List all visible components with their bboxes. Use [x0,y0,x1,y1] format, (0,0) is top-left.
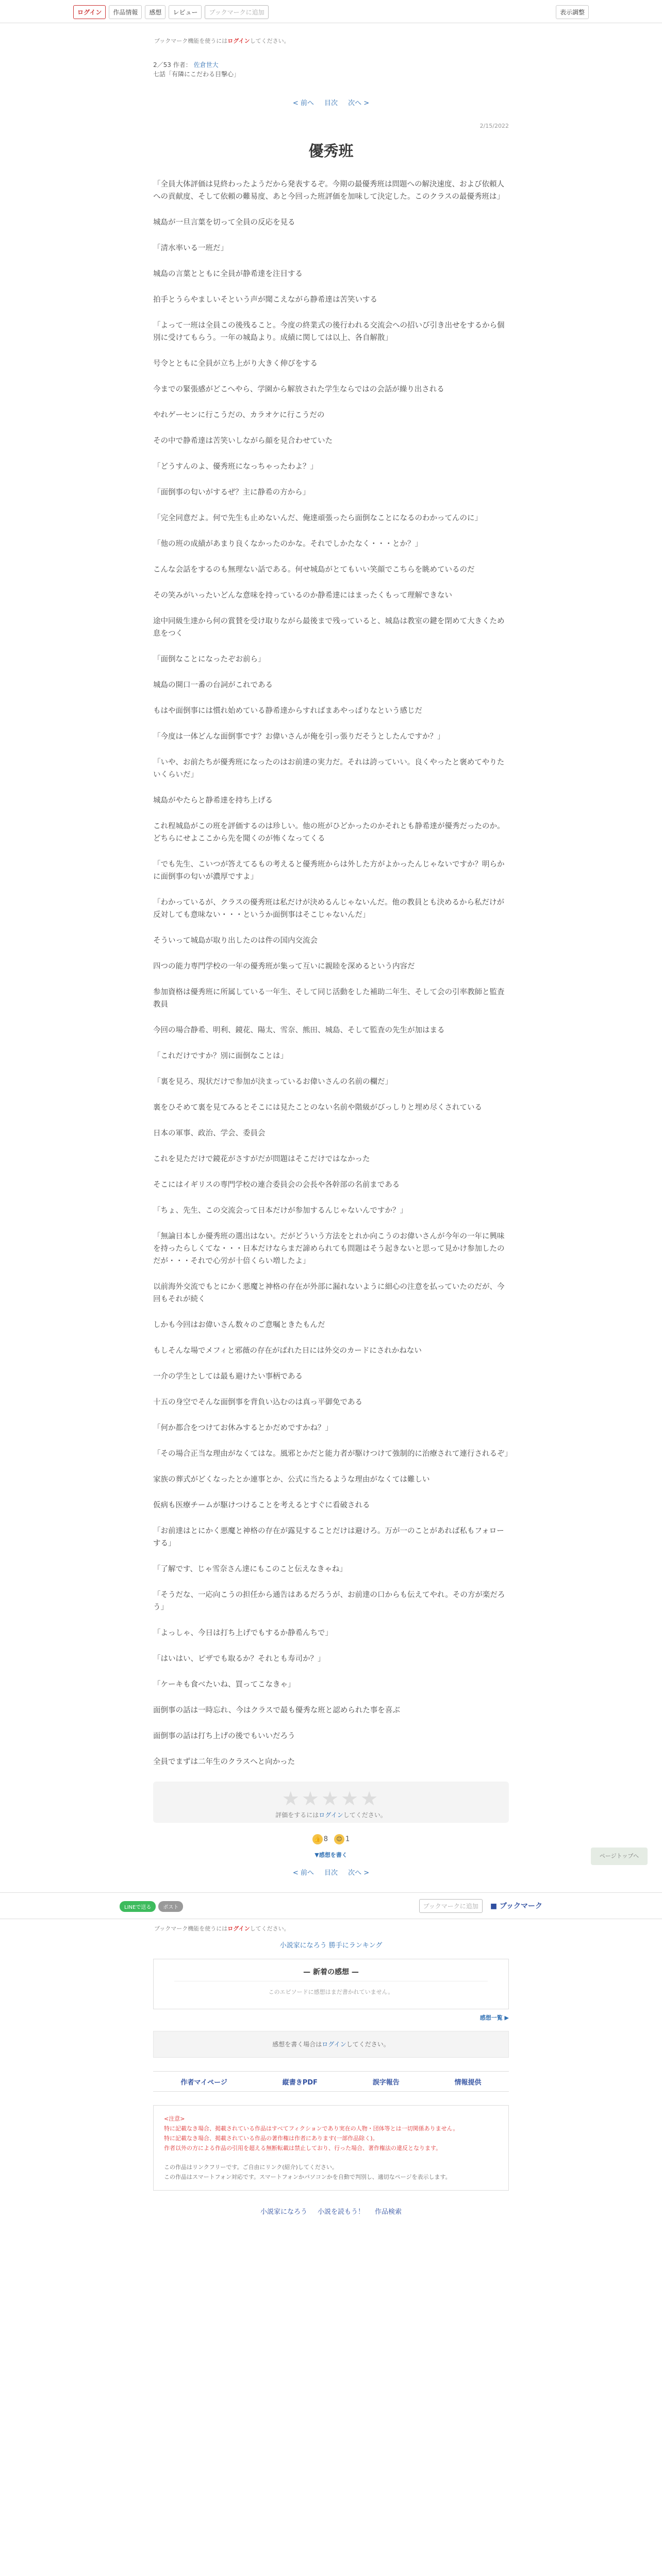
rating-login-link[interactable]: ログイン [319,1811,343,1819]
star-icon[interactable]: ★ [360,1787,380,1810]
paragraph: 日本の軍事、政治、学会、委員会 [153,1129,266,1138]
toc-link-bottom[interactable]: 目次 [324,1869,338,1877]
pager-top [153,97,509,107]
footer-nav [153,2206,509,2216]
paragraph: これ程城島がこの班を評価するのは珍しい。他の班がひどかったのかそれとも静希達が優秀だったのか。どちらにせよここから先を聞くのが怖くなってくる [153,822,505,843]
footer-nav-link[interactable]: 小説を読もう！ [317,2208,365,2216]
next-link[interactable]: 次へ > [348,99,370,107]
paragraph: 「これだけですか？別に面倒なことは」 [153,1052,288,1060]
write-impression-toggle[interactable]: ▼感想を書く [315,1852,347,1858]
main-content [153,37,512,1877]
line-share-button[interactable]: LINEで送る [120,1901,156,1912]
paragraph: そういって城島が取り出したのは件の国内交流会 [153,937,318,945]
paragraph: 「今度は一体どんな面倒事です？お偉いさんが俺を引っ張りだそうとしたんですか？」 [153,733,445,741]
paragraph: 「面倒なことになったぞお前ら」 [153,655,266,664]
paragraph: 「了解です、じゃ雪奈さん達にもこのこと伝えなきゃね」 [153,1565,347,1573]
paragraph: 「清水率いる一班だ」 [153,244,228,252]
paragraph: 城島が一旦言葉を切って全員の反応を見る [153,218,295,227]
paragraph: 今回の場合静希、明利、鏡花、陽太、雪奈、熊田、城島、そして監査の先生が加はまる [153,1026,445,1035]
notice-line: 特に記載なき場合、掲載されている作品の著作権は作者にあります(一部作品除く)。 [164,2135,378,2142]
ranking-link[interactable]: 小説家になろう 勝手にランキング [279,1942,383,1950]
paragraph: 四つの能力専門学校の一年の優秀班が集って互いに親睦を深めるという内容だ [153,962,415,971]
paragraph: 面倒事の話は一時忘れ、今はクラスで最も優秀な班と認められた事を喜ぶ [153,1706,400,1715]
toc-link[interactable]: 目次 [324,99,338,107]
paragraph: その笑みがいったいどんな意味を持っているのか静希達にはまったくもって理解できない [153,591,452,600]
paragraph: 「でも先生、こいつが答えてるもの考えると優秀班からは外した方がよかったんじゃないですか？明らかに面倒事の匂いが濃厚ですよ」 [153,860,505,881]
paragraph: 「よって一班は全員この後残ること。今度の終業式の後行われる交流会への招いび引き出せをするから個別に受けてもらう。一年の城島より。成績に関しては以上、各自解散」 [153,321,505,342]
chapter-group: 七話「有隣にこだわる目撃心」 [153,71,240,78]
impressions-button[interactable]: 感想 [145,5,166,19]
paragraph: 「その場合正当な理由がなくてはな。風邪とかだと能力者が駆けつけて強制的に治療されて連行されるぞ」 [153,1450,512,1458]
star-icon[interactable]: ★ [321,1787,341,1810]
paragraph: 「はいはい、ピザでも取るか？それとも寿司か？」 [153,1655,325,1663]
paragraph: 仮病も医療チームが駆けつけることを考えるとすぐに看破される [153,1501,370,1510]
paragraph: 拍手とうらやましいそという声が聞こえながら静希達は苦笑いする [153,296,377,304]
paragraph: 「面倒事の匂いがするぜ？主に静希の方から」 [153,488,310,497]
new-impressions-box [153,1959,509,2009]
paragraph: 今までの緊張感がどこへやら、学園から解放された学生ならではの会話が繰り出される [153,385,444,394]
chapter-title: 優秀班 [308,142,354,160]
write-login-link[interactable]: ログイン [322,2041,346,2048]
paragraph: 「無論日本しか優秀班の選出はない。だがどういう方法をとれか向こうのお偉いさんが今年の一年に興味を持ったらしくてな・・・日本だけならまだ諦められても問題はそう起きないと思って見かけ参加したのだが・・・それで心労が十倍くらい増したよ」 [153,1232,505,1265]
paragraph: そこにはイギリスの専門学校の連合委員会の会長や各幹部の名前まである [153,1181,400,1189]
next-link-bottom[interactable]: 次へ > [348,1869,370,1877]
paragraph: 面倒事の話は打ち上げの後でもいいだろう [153,1732,295,1740]
paragraph: 号令とともに全員が立ち上がり大きく伸びをする [153,360,318,368]
no-impressions-text: このエピソードに感想はまだ書かれていません。 [268,1989,394,1995]
paragraph: 途中同級生達から何の賞賛を受け取りながら最後まで残っていると、城島は教室の鍵を閉めて大きくため息をつく [153,617,505,638]
works-info-button[interactable]: 作品情報 [109,5,142,19]
bookmark-login-notice: ブックマーク機能を使うにはログインしてください。 [154,38,290,44]
paragraph: 城島がやたらと静希達を持ち上げる [153,796,273,805]
paragraph: もはや面倒事には慣れ始めている静希達からすればまあやっぱりなという感じだ [153,707,422,715]
paragraph: 参加資格は優秀班に所属している一年生、そして同じ活動をした補助二年生、そして会の引率教師と監査教員 [153,988,505,1009]
rating-box: ★★★★★ 評価をするにはログインしてください。 [153,1782,509,1823]
paragraph: 「そうだな、一応向こうの担任から通告はあるだろうが、お前達の口からも伝えてやれ。その方が楽だろう」 [153,1591,505,1612]
paragraph: 「お前達はとにかく悪魔と神格の存在が露見することだけは避けろ。万が一のことがあれば私もフォローする」 [153,1527,504,1548]
notice-line: この作品はスマートフォン対応です。スマートフォンかパソコンかを自動で判別し、適切なページを表示します。 [164,2174,451,2180]
bookmark-login-notice-bottom: ブックマーク機能を使うにはログインしてください。 [154,1925,290,1932]
post-share-button[interactable]: ポスト [158,1901,183,1912]
bookmark-add-button[interactable]: ブックマークに追加 [205,5,268,19]
prev-link[interactable]: < 前へ [292,99,314,107]
paragraph: これを見ただけで鏡花がさすがだが問題はそこだけではなかった [153,1155,370,1163]
reaction-count: 1 [345,1835,350,1843]
footer-link[interactable]: 情報提供 [454,2078,482,2087]
reaction-count: 8 [323,1835,328,1843]
footer-link[interactable]: 誤字報告 [372,2078,400,2087]
paragraph: 家族の葬式がどくなったとか連事とか、公式に当たるような理由がなくては難しい [153,1476,430,1484]
publish-date: 2/15/2022 [479,123,509,129]
chapter-body [153,178,512,1768]
paragraph: 全員でまずは二年生のクラスへと向かった [153,1758,295,1766]
footer-links [153,2071,509,2092]
paragraph: 「どうすんのよ、優秀班になっちゃったわよ？」 [153,463,318,471]
paragraph: 「全員大体評価は見終わったようだから発表するぞ。今期の最優秀班は問題への解決速度、および依頼人への貢献度、そして依頼の難易度、あと今回った班評価を加味して決定した。このクラスの最優秀班は」 [153,180,505,201]
paragraph: しかも今回はお偉いさん数々のご意嘱ときたもんだ [153,1321,325,1329]
bookmark-add-button-bottom[interactable]: ブックマークに追加 [419,1899,483,1913]
top-bar [0,0,662,23]
footer-nav-link[interactable]: 小説家になろう [260,2208,307,2216]
paragraph: 城島の開口一番の台詞がこれである [153,681,273,689]
episode-progress: 2／53 [153,61,171,69]
paragraph: 「わかっているが、クラスの優秀班は私だけが決めるんじゃないんだ。他の教員とも決めるから私だけが反対しても意味ない・・・というか面倒事はそこじゃないんだ」 [153,899,505,919]
star-icon[interactable]: ★ [282,1787,302,1810]
page-top-button[interactable]: ページトップへ [591,1848,648,1865]
login-button[interactable]: ログイン [73,5,106,19]
star-icon[interactable]: ★ [301,1787,321,1810]
author-link[interactable]: 佐倉世大 [193,61,219,69]
footer-link[interactable]: 縦書きPDF [282,2078,318,2087]
paragraph: 城島の言葉とともに全員が静希達を注目する [153,270,303,278]
reaction-icon: 👍 [312,1834,323,1844]
breadcrumb: 2／53 作者： 佐倉世大 七話「有隣にこだわる目撃心」 [153,60,509,79]
paragraph: 裏をひそめて裏を見てみるとそこには見たことのない名前や階級がびっしりと埋め尽くされている [153,1104,482,1112]
paragraph: 「よっしゃ、今日は打ち上げでもするか静希んちで」 [153,1629,333,1637]
prev-link-bottom[interactable]: < 前へ [292,1869,314,1877]
paragraph: 十五の身空でそんな面倒事を背負い込むのは真っ平御免である [153,1398,362,1406]
paragraph: 一介の学生としては最も避けたい事柄である [153,1372,303,1381]
notice-head: <注意> [164,2115,185,2122]
reactions [153,1834,509,1844]
bookmark-link[interactable]: ■ ブックマーク [490,1902,542,1910]
footer-link[interactable]: 作者マイページ [180,2078,227,2087]
reaction-icon: 😊 [334,1834,344,1844]
footer-nav-link[interactable]: 作品検索 [375,2208,402,2216]
star-icon[interactable]: ★ [341,1787,361,1810]
review-button[interactable]: レビュー [169,5,202,19]
new-impressions-title: — 新着の感想 — [303,1968,359,1976]
paragraph: 「ちょ、先生、この交流会って日本だけが参加するんじゃないんですか？」 [153,1207,407,1215]
notice-line: 作者以外の方による作品の引用を超える無断転載は禁止しており、行った場合、著作権法の違反となります。 [164,2145,442,2151]
display-settings-button[interactable]: 表示調整 [556,5,589,19]
paragraph: 「完全同意だよ。何で先生も止めないんだ、俺達頑張ったら面倒なことになるのわかってんのに」 [153,514,482,522]
paragraph: もしそんな場でメフィと邪薇の存在がばれた日には外交のカードにされかねない [153,1347,422,1355]
paragraph: 「何か都合をつけてお休みするとかだめですかね？」 [153,1424,333,1432]
top-nav [73,5,269,19]
notice-box [153,2105,509,2191]
paragraph: 以前海外交流でもとにかく悪魔と神格の存在が外部に漏れないように細心の注意を払っていたのだが、今回もそれが続く [153,1283,505,1303]
reaction-button[interactable] [334,1834,350,1844]
login-link[interactable]: ログイン [227,38,250,44]
notice-line: 特に記載なき場合、掲載されている作品はすべてフィクションであり実在の人物・団体等とは一切関係ありません。 [164,2125,459,2132]
reaction-button[interactable] [312,1834,328,1844]
paragraph: やれゲーセンに行こうだの、カラオケに行こうだの [153,411,325,419]
pager-bottom [153,1867,509,1877]
notice-line: この作品はリンクフリーです。ご自由にリンク(紹介)してください。 [164,2164,338,2171]
paragraph: 「他の班の成績があまり良くなかったのかな。それでしかたなく・・・とか？」 [153,540,422,548]
paragraph: 「ケーキも食べたいね、買ってこなきゃ」 [153,1681,295,1689]
paragraph: 「いや、お前たちが優秀班になったのはお前達の実力だ。それは誇っていい。良くやったと褒めてやりたいくらいだ」 [153,758,505,779]
login-link-bottom[interactable]: ログイン [227,1925,250,1932]
share-strip [0,1892,662,1919]
impressions-list-link[interactable]: 感想一覧 ▶ [479,2014,509,2021]
write-impression-box: 感想を書く場合はログインしてください。 [153,2031,509,2058]
paragraph: こんな会話をするのも無理ない話である。何せ城島がとてもいい笑顔でこちらを眺めているのだ [153,566,475,574]
paragraph: その中で静希達は苦笑いしながら顔を見合わせていた [153,437,333,445]
rating-stars[interactable] [153,1789,509,1808]
paragraph: 「裏を見ろ、現状だけで参加が決まっているお偉いさんの名前の欄だ」 [153,1078,392,1086]
